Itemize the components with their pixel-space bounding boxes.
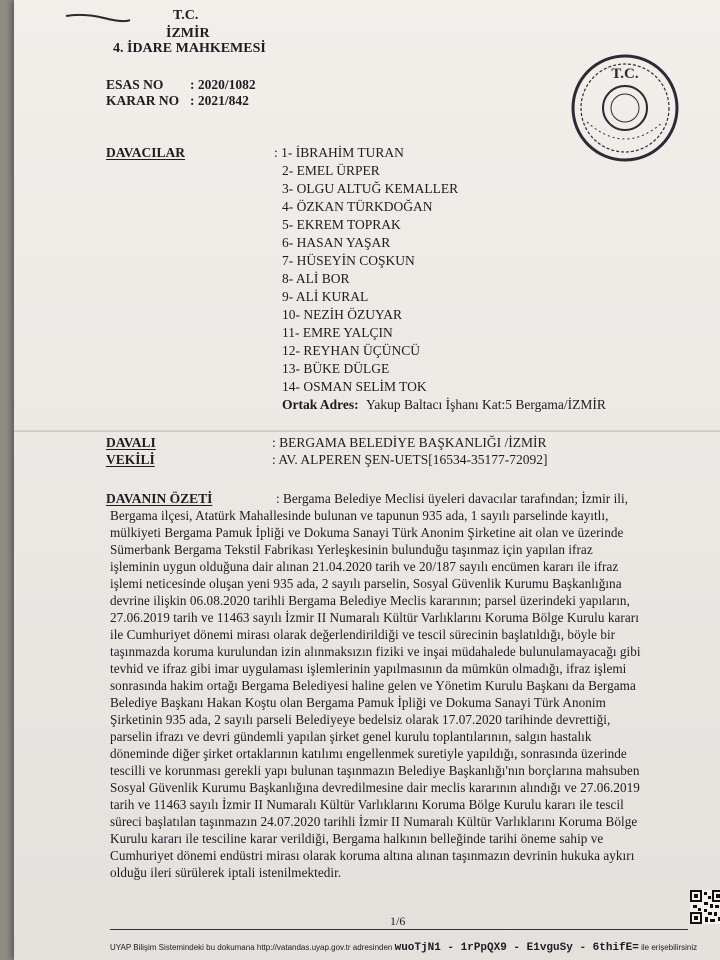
address-label: Ortak Adres: (282, 397, 359, 412)
agent-value: : AV. ALPEREN ŞEN-UETS[16534-35177-72092] (272, 452, 548, 467)
qr-code-icon (690, 890, 720, 924)
plaintiff-name-14: 14- OSMAN SELİM TOK (282, 379, 427, 394)
plaintiff-name-9: 9- ALİ KURAL (282, 289, 369, 304)
summary-line: parselin ifrazı ve devri gündemli yapılan şirket genel kurulu toplantılarının, salgın hastalık (110, 729, 592, 744)
stamp-text: T.C. (611, 66, 639, 82)
pen-mark-icon (64, 10, 134, 24)
summary-line: sonrasında hakim ortağı Bergama Belediyesi haline gelen ve Yönetim Kurulu Başkanı da Bergama (110, 678, 636, 693)
summary-line: mülkiyeti Bergama Pamuk İpliği ve Dokuma Sanayi Türk Anonim Şirketine ait olan ve üzerinde (110, 525, 624, 540)
karar-label: KARAR NO (106, 93, 180, 108)
summary-line: 27.06.2019 tarih ve 11463 sayılı İzmir II Numaralı Kültür Varlıklarını Koruma Bölge Kurulu kararı (110, 610, 639, 625)
plaintiff-name-10: 10- NEZİH ÖZUYAR (282, 307, 402, 322)
footer-suffix: ile erişebilirsiniz (641, 943, 698, 952)
summary-line: Kurulu kararı ile tesciline karar verildiği, Bergama halkının belleğinde tarihi öneme sahip ve (110, 831, 604, 846)
plaintiff-name-6: 6- HASAN YAŞAR (282, 235, 391, 250)
summary-line: döneminde diğer şirket ortaklarının katılımı engellenmek suretiyle yapıldığı, sonrasında üzerinde (110, 746, 627, 761)
plaintiff-name-4: 4- ÖZKAN TÜRKDOĞAN (282, 199, 433, 214)
summary-line: tarih ve 11463 sayılı İzmir II Numaralı Kültür Varlıklarını Koruma Bölge Kurulu kararı ile tescil (110, 797, 624, 812)
summary-line: Belediye Başkanı Hakan Koştu olan Bergama Pamuk İpliği ve Dokuma Sanayi Türk Anonim (110, 695, 606, 710)
defendant-value: : BERGAMA BELEDİYE BAŞKANLIĞI /İZMİR (272, 435, 547, 450)
summary-line: Sosyal Güvenlik Kurumu Başkanlığına devredilmesine dair meclis kararının alındığı ve 27.06.2019 (110, 780, 640, 795)
esas-label: ESAS NO (106, 77, 164, 92)
verification-code: wuoTjN1 - 1rPpQX9 - E1vguSy - 6thifE= (394, 942, 639, 954)
summary-label: DAVANIN ÖZETİ (106, 491, 213, 506)
court-seal-stamp (569, 52, 681, 164)
plaintiff-name-12: 12- REYHAN ÜÇÜNCÜ (282, 343, 420, 358)
plaintiff-name-7: 7- HÜSEYİN COŞKUN (282, 253, 415, 268)
esas-value: : 2020/1082 (190, 77, 256, 92)
footer-text (110, 942, 697, 954)
summary-line: tescilli ve korunması gerekli yapı bulunan taşınmazın Belediye Başkanlığı'nın borçlarına mahsuben (110, 763, 640, 778)
summary-line: Bergama ilçesi, Atatürk Mahallesinde bulunan ve tapunun 935 ada, 1 sayılı parselinde kayıtlı, (110, 508, 609, 523)
summary-line: işlemi neticesinde oluşan yeni 935 ada, 2 sayılı parselin, Sosyal Güvenlik Kurumu Başkanlığına (110, 576, 622, 591)
summary-line: tevhid ve ifraz gibi imar uygulaması işlemlerinin yapılmasının da mümkün olmadığı, ifraz işlemi (110, 661, 627, 676)
footer-rule (110, 929, 688, 930)
document-page (14, 0, 720, 960)
plaintiff-name-2: 2- EMEL ÜRPER (282, 163, 380, 178)
plaintiff-name-3: 3- OLGU ALTUĞ KEMALLER (282, 181, 459, 196)
summary-line: taşınmazda koruma kurulundan izin alınmaksızın fiziki ve inşai müdahalede bulunulamayacağı gibi (110, 644, 641, 659)
defendant-label: DAVALI (106, 435, 156, 450)
plaintiff-name-13: 13- BÜKE DÜLGE (282, 361, 390, 376)
footer-prefix: UYAP Bilişim Sistemindeki bu dokumana http://vatandas.uyap.gov.tr adresinden (110, 943, 393, 952)
page-number: 1/6 (390, 914, 406, 928)
plaintiff-name-5: 5- EKREM TOPRAK (282, 217, 401, 232)
summary-line: Şirketinin 935 ada, 2 sayılı parseli Belediyeye bedelsiz olarak 17.07.2020 tarihinde devrettiği, (110, 712, 611, 727)
summary-line: devrine ilişkin 06.08.2020 tarihli Bergama Belediye Meclis kararının; parsel üzerindeki yapıların, (110, 593, 630, 608)
address-value: Yakup Baltacı İşhanı Kat:5 Bergama/İZMİR (366, 397, 606, 412)
summary-line: : Bergama Belediye Meclisi üyeleri davacılar tarafından; İzmir ili, (276, 491, 629, 506)
plaintiffs-label: DAVACILAR (106, 145, 186, 160)
header-country: T.C. (173, 8, 199, 23)
plaintiff-name-8: 8- ALİ BOR (282, 271, 350, 286)
summary-line: olduğu ileri sürülerek iptali istenilmektedir. (110, 865, 342, 880)
summary-line: işleminin uygun olduğuna dair alınan 21.04.2020 tarih ve 20/187 sayılı encümen kararı ile ifraz (110, 559, 619, 574)
karar-value: : 2021/842 (190, 93, 249, 108)
summary-line: süreci başlatılan taşınmazın 24.07.2020 tarihli İzmir II Numaralı Kültür Varlıklarını Koruma Bölge (110, 814, 638, 829)
header-court: 4. İDARE MAHKEMESİ (113, 41, 266, 56)
plaintiff-name-11: 11- EMRE YALÇIN (282, 325, 393, 340)
agent-label: VEKİLİ (106, 452, 155, 467)
plaintiff-name-1: : 1- İBRAHİM TURAN (274, 145, 404, 160)
header-city: İZMİR (166, 26, 210, 41)
summary-line: Cumhuriyet dönemi endüstri mirası olarak koruma altına alınan taşınmazın devrinin hukuka aykırı (110, 848, 635, 863)
paper-fold (14, 430, 720, 432)
summary-line: ile Cumhuriyet dönemi mirası olarak değerlendirildiği ve tescil sürecinin başlatıldığı, böyle bir (110, 627, 616, 642)
summary-line: Sümerbank Bergama Tekstil Fabrikası Yerleşkesinin bulunduğu taşınmaz için yapılan ifraz (110, 542, 593, 557)
